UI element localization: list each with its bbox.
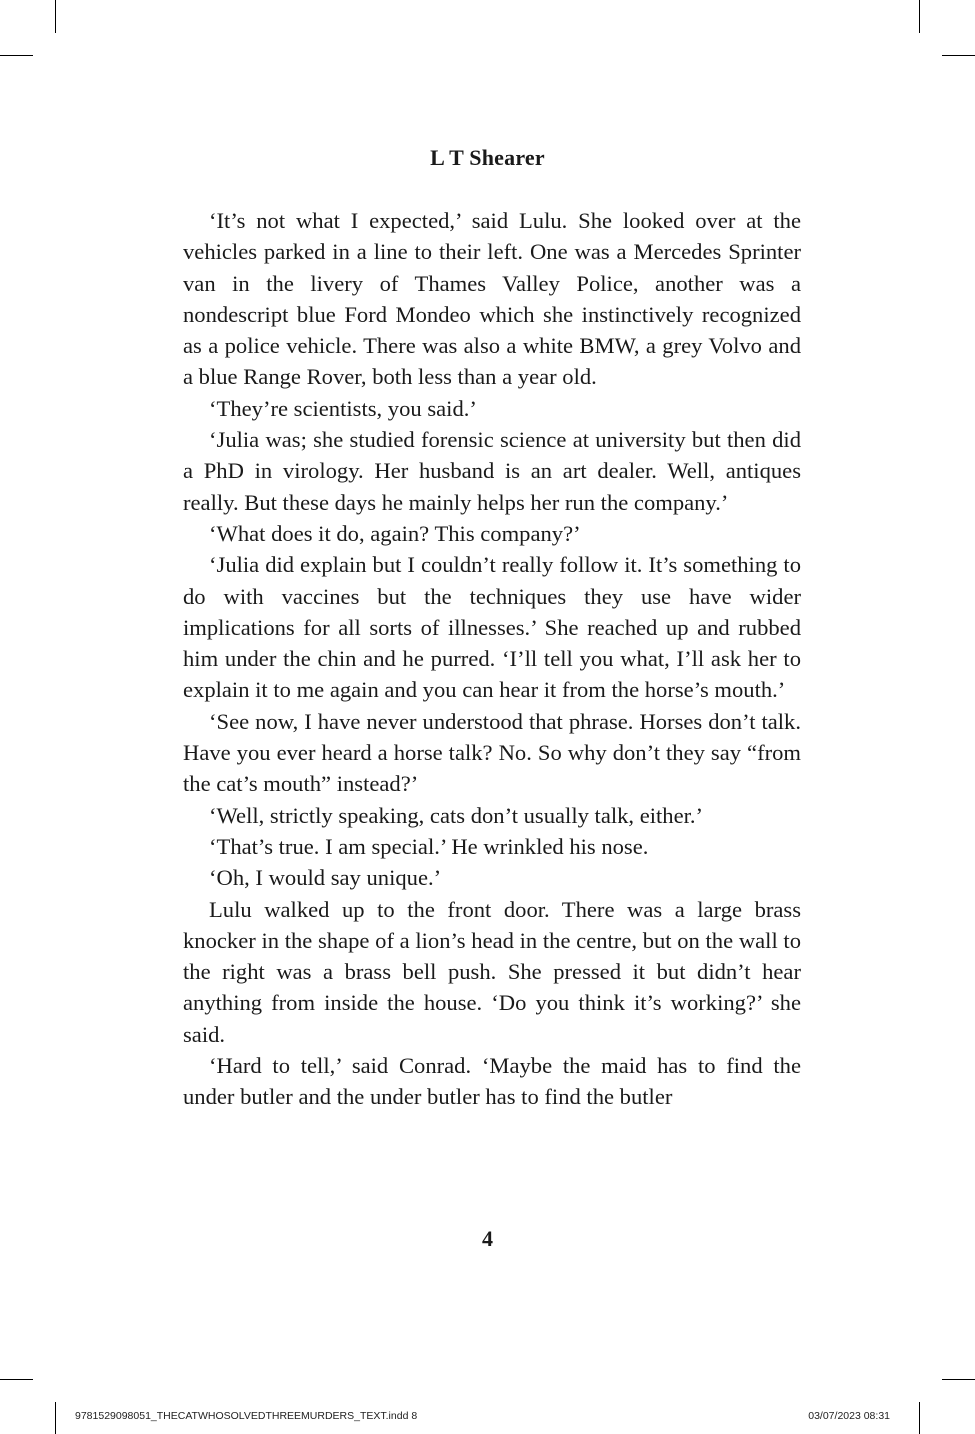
paragraph: ‘Well, strictly speaking, cats don’t usually talk, either.’: [209, 802, 704, 828]
paragraph: Lulu walked up to the front door. There was a large brass knocker in the shape of a lion’s head in the centre, but on the wall to the right was a brass bell push. She pressed it but didn’t hear anything from inside the house. ‘Do you think it’s working?’ she said.: [183, 896, 801, 1047]
paragraph: ‘Julia was; she studied forensic science at university but then did a PhD in virology. Her husband is an art dealer. Well, antiques really. But these days he mainly helps her run the company.’: [183, 427, 801, 515]
paragraph: ‘Oh, I would say unique.’: [209, 865, 442, 891]
crop-mark-top-left: [55, 0, 56, 33]
crop-mark-bottom-left-horizontal: [0, 1379, 33, 1380]
paragraph: ‘That’s true. I am special.’ He wrinkled his nose.: [209, 833, 649, 859]
paragraph: ‘They’re scientists, you said.’: [209, 395, 477, 421]
page-number: 4: [482, 1226, 493, 1251]
running-head: L T Shearer: [430, 145, 545, 170]
paragraph: ‘Hard to tell,’ said Conrad. ‘Maybe the maid has to find the under butler and the under butler has to find the butler: [183, 1053, 801, 1110]
slug-filename: 9781529098051_THECATWHOSOLVEDTHREEMURDERS_TEXT.indd 8: [75, 1410, 418, 1422]
crop-mark-top-right-horizontal: [942, 55, 975, 56]
crop-mark-bottom-right: [919, 1402, 920, 1434]
paragraph: ‘It’s not what I expected,’ said Lulu. She looked over at the vehicles parked in a line to their left. One was a Mercedes Sprinter van in the livery of Thames Valley Police, another was a nondescript blue Ford Mondeo which she instinctively recognized as a police vehicle. There was also a white BMW, a grey Volvo and a blue Range Rover, both less than a year old.: [183, 208, 801, 390]
body-text: [183, 205, 801, 1113]
crop-mark-bottom-right-horizontal: [942, 1379, 975, 1380]
paragraph: ‘See now, I have never understood that phrase. Horses don’t talk. Have you ever heard a horse talk? No. So why don’t they say “from the cat’s mouth” instead?’: [183, 708, 801, 797]
crop-mark-top-right: [919, 0, 920, 33]
crop-mark-bottom-left: [55, 1402, 56, 1434]
slug-timestamp: 03/07/2023 08:31: [808, 1410, 890, 1422]
paragraph: ‘Julia did explain but I couldn’t really follow it. It’s something to do with vaccines but the techniques they use have wider implications for all sorts of illnesses.’ She reached up and rubbed him under the chin and he purred. ‘I’ll tell you what, I’ll ask her to explain it to me again and you can hear it from the horse’s mouth.’: [183, 552, 801, 703]
crop-mark-top-left-horizontal: [0, 55, 33, 56]
paragraph: ‘What does it do, again? This company?’: [209, 520, 581, 546]
